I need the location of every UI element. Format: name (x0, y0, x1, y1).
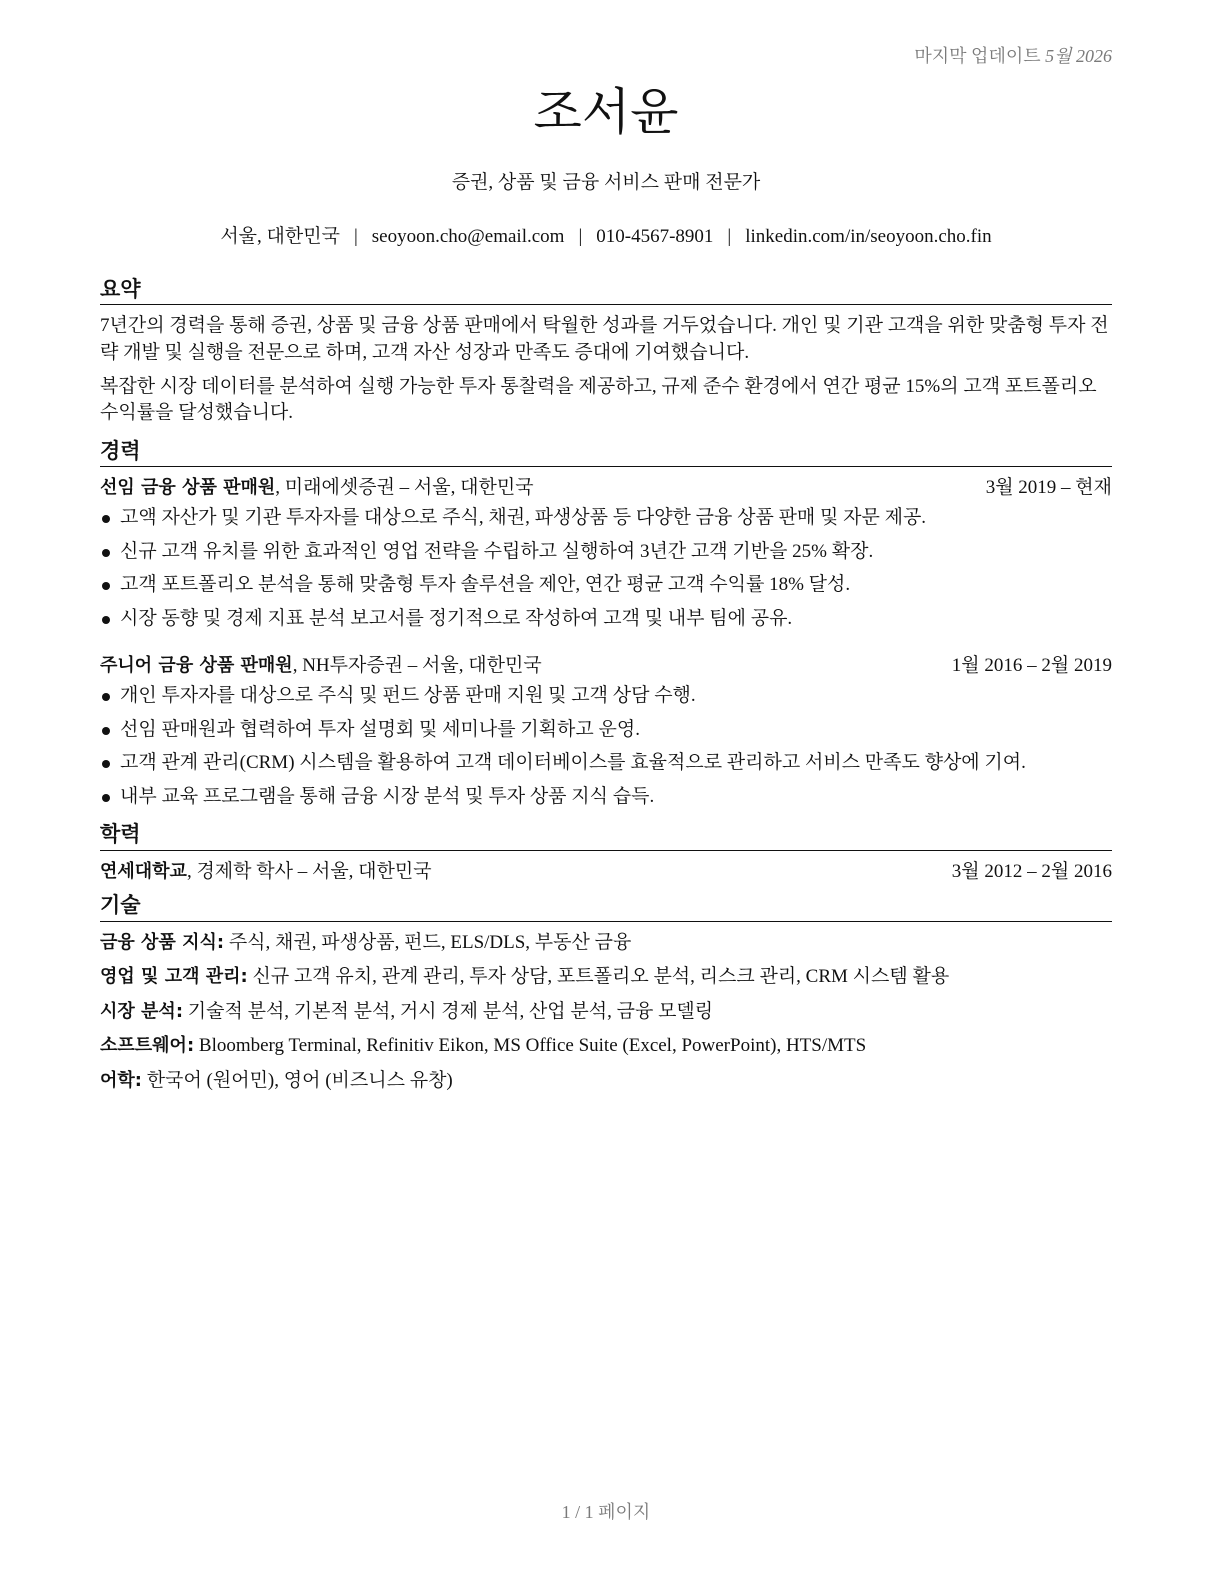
summary-section (100, 276, 1112, 426)
bullet-text: 선임 판매원과 협력하여 투자 설명회 및 세미나를 기획하고 운영. (120, 718, 640, 740)
bullet-icon (102, 727, 110, 735)
skill-value: 신규 고객 유치, 관계 관리, 투자 상담, 포트폴리오 분석, 리스크 관리, CRM 시스템 활용 (247, 966, 950, 988)
bullet-text: 시장 동향 및 경제 지표 분석 보고서를 정기적으로 작성하여 고객 및 내부 팀에 공유. (120, 607, 793, 629)
candidate-name: 조서윤 (533, 83, 679, 141)
experience-bullets (100, 683, 1112, 810)
education-school-detail (100, 859, 432, 886)
contact-separator: | (727, 226, 732, 247)
bullet-text: 고객 관계 관리(CRM) 시스템을 활용하여 고객 데이터베이스를 효율적으로 관리하고 서비스 만족도 향상에 기여. (120, 752, 1026, 774)
bullet-text: 내부 교육 프로그램을 통해 금융 시장 분석 및 투자 상품 지식 습득. (120, 785, 655, 807)
bullet-item (100, 539, 1112, 566)
bullet-icon (102, 616, 110, 624)
skills-section (100, 892, 1112, 1094)
experience-bullets (100, 505, 1112, 632)
experience-title-org (100, 653, 542, 680)
summary-paragraph: 7년간의 경력을 통해 증권, 상품 및 금융 상품 판매에서 탁월한 성과를 거두었습니다. 개인 및 기관 고객을 위한 맞춤형 투자 전략 개발 및 실행을 전문으로 하며, 고객 자산 성장과 만족도 증대에 기여했습니다. (100, 315, 1109, 363)
bullet-item (100, 683, 1112, 710)
section-title-education: 학력 (100, 821, 1112, 850)
skill-label: 영업 및 고객 관리: (100, 966, 248, 988)
skill-value: 기술적 분석, 기본적 분석, 거시 경제 분석, 산업 분석, 금융 모델링 (183, 1000, 714, 1022)
contact-phone: 010-4567-8901 (596, 226, 714, 247)
skill-value: 한국어 (원어민), 영어 (비즈니스 유창) (141, 1069, 453, 1091)
education-detail: , 경제학 학사 – 서울, 대한민국 (186, 860, 432, 882)
resume-body (100, 276, 1112, 1103)
experience-dates: 1월 2016 – 2월 2019 (951, 655, 1112, 677)
experience-entry (100, 653, 1112, 810)
last-updated-date: 5월 2026 (1045, 46, 1112, 66)
bullet-icon (102, 549, 110, 557)
contact-separator: | (578, 226, 583, 247)
bullet-text: 고객 포트폴리오 분석을 통해 맞춤형 투자 솔루션을 제안, 연간 평균 고객 수익률 18% 달성. (120, 574, 851, 596)
education-dates: 3월 2012 – 2월 2016 (951, 860, 1112, 882)
contact-email[interactable]: seoyoon.cho@email.com (371, 226, 565, 247)
experience-title-org (100, 475, 534, 502)
skill-line (100, 1068, 1112, 1095)
skill-label: 시장 분석: (100, 1000, 184, 1022)
skill-label: 금융 상품 지식: (100, 931, 225, 953)
skill-line (100, 999, 1112, 1026)
experience-role: 선임 금융 상품 판매원 (100, 477, 276, 499)
skill-line (100, 930, 1112, 957)
skill-line (100, 964, 1112, 991)
contact-separator: | (353, 226, 358, 247)
section-title-skills: 기술 (100, 892, 1112, 921)
section-title-experience: 경력 (100, 438, 1112, 467)
bullet-icon (102, 794, 110, 802)
bullet-icon (102, 760, 110, 768)
experience-org: , NH투자증권 – 서울, 대한민국 (292, 655, 542, 677)
skill-value: 주식, 채권, 파생상품, 펀드, ELS/DLS, 부동산 금융 (224, 931, 632, 953)
bullet-icon (102, 582, 110, 590)
experience-entry-header (100, 475, 1112, 502)
resume-page (100, 0, 1112, 1584)
bullet-item (100, 505, 1112, 532)
contact-line (100, 224, 1112, 251)
contact-location: 서울, 대한민국 (220, 226, 340, 247)
last-updated (914, 44, 1112, 69)
bullet-item (100, 750, 1112, 777)
bullet-item (100, 572, 1112, 599)
section-title-summary: 요약 (100, 276, 1112, 305)
experience-entry (100, 475, 1112, 632)
experience-dates: 3월 2019 – 현재 (985, 477, 1112, 499)
bullet-text: 개인 투자자를 대상으로 주식 및 펀드 상품 판매 지원 및 고객 상담 수행. (120, 685, 696, 707)
skill-label: 소프트웨어: (100, 1035, 195, 1057)
experience-section (100, 438, 1112, 810)
skill-label: 어학: (100, 1069, 142, 1091)
contact-linkedin[interactable]: linkedin.com/in/seoyoon.cho.fin (745, 226, 992, 247)
bullet-text: 신규 고객 유치를 위한 효과적인 영업 전략을 수립하고 실행하여 3년간 고객 기반을 25% 확장. (120, 540, 874, 562)
experience-org: , 미래에셋증권 – 서울, 대한민국 (275, 477, 534, 499)
education-entry (100, 859, 1112, 886)
bullet-item (100, 606, 1112, 633)
experience-role: 주니어 금융 상품 판매원 (100, 655, 293, 677)
candidate-headline: 증권, 상품 및 금융 서비스 판매 전문가 (451, 172, 761, 193)
bullet-text: 고액 자산가 및 기관 투자자를 대상으로 주식, 채권, 파생상품 등 다양한 금융 상품 판매 및 자문 제공. (120, 507, 927, 529)
skill-line (100, 1033, 1112, 1060)
bullet-icon (102, 693, 110, 701)
summary-paragraph: 복잡한 시장 데이터를 분석하여 실행 가능한 투자 통찰력을 제공하고, 규제 준수 환경에서 연간 평균 15%의 고객 포트폴리오 수익률을 달성했습니다. (100, 375, 1097, 423)
education-section (100, 821, 1112, 885)
last-updated-label: 마지막 업데이트 (914, 46, 1041, 66)
experience-entry-header (100, 653, 1112, 680)
bullet-item (100, 717, 1112, 744)
education-school: 연세대학교 (100, 860, 187, 882)
bullet-item (100, 784, 1112, 811)
skill-value: Bloomberg Terminal, Refinitiv Eikon, MS Office Suite (Excel, PowerPoint), HTS/MTS (194, 1035, 867, 1057)
bullet-icon (102, 515, 110, 523)
page-indicator: 1 / 1 페이지 (561, 1502, 651, 1522)
